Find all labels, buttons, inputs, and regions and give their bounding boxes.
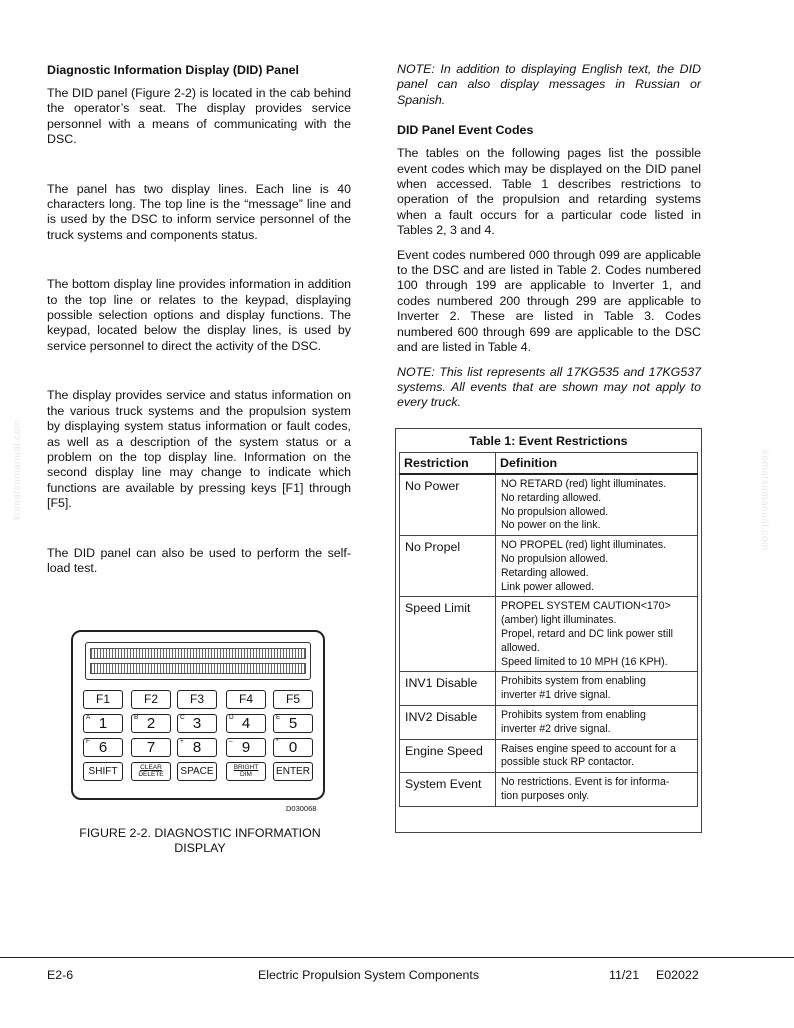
key-0: * 0 [273, 738, 313, 757]
key-6: F 6 [83, 738, 123, 757]
key-shift: SHIFT [83, 762, 123, 781]
did-paragraph-3: The bottom display line provides information in addition to the top line or relates to the keypad, displaying possible selection options and display functions. The keypad, located below the display lines, is used by service personnel to direct the activity of the DSC. [47, 277, 351, 353]
definition-cell [496, 536, 698, 597]
definition-line: possible stuck RP contactor. [501, 756, 634, 769]
definition-line: PROPEL SYSTEM CAUTION<170> [501, 600, 671, 613]
key-clear-delete: CLEAR DELETE [131, 762, 171, 781]
definition-line: Prohibits system from enabling [501, 708, 646, 721]
footer-page: E2-6 [47, 968, 74, 982]
definition-line: No power on the link. [501, 519, 601, 532]
definition-line: NO PROPEL (red) light illuminates. [501, 539, 667, 552]
definition-line: Speed limited to 10 MPH (16 KPH). [501, 655, 668, 668]
event-codes-paragraph-1: The tables on the following pages list the possible event codes which may be displayed on the DID panel when accessed. Table 1 describes restrictions to operation of the propulsion and retarding systems when a fault occurs for a particular code listed in Tables 2, 3 and 4. [397, 146, 701, 238]
event-restrictions-table [399, 432, 698, 807]
definition-cell [496, 773, 698, 807]
did-panel-heading: Diagnostic Information Display (DID) Panel [47, 63, 299, 77]
definition-line: No propulsion allowed. [501, 505, 609, 518]
did-paragraph-2: The panel has two display lines. Each line is 40 characters long. The top line is the “message” line and is used by the DSC to inform service personnel of the truck systems and components status. [47, 181, 351, 242]
restriction-cell: No Power [400, 474, 496, 536]
display-screen [85, 642, 311, 680]
note-languages: NOTE: In addition to displaying English text, the DID panel can also display messages in Russian or Spanish. [397, 62, 701, 107]
key-f4: F4 [226, 690, 266, 709]
table-body [400, 474, 698, 806]
table-row [400, 739, 698, 773]
key-f2: F2 [131, 690, 171, 709]
restriction-cell: No Propel [400, 536, 496, 597]
definition-line: Propel, retard and DC link power still [501, 627, 673, 640]
footer-title: Electric Propulsion System Components [258, 968, 480, 982]
definition-line: Link power allowed. [501, 580, 595, 593]
key-4: D 4 [226, 714, 266, 733]
definition-line: allowed. [501, 641, 540, 654]
left-column [47, 62, 351, 576]
table-row [400, 672, 698, 706]
table-row [400, 597, 698, 672]
definition-line: Raises engine speed to account for a [501, 742, 676, 755]
note-systems: NOTE: This list represents all 17KG535 and 17KG537 systems. All events that are shown may not apply to every truck. [397, 364, 701, 410]
watermark-right: komatsumanual.com [759, 450, 770, 551]
event-codes-heading: DID Panel Event Codes [397, 123, 534, 138]
restriction-cell: INV2 Disable [400, 705, 496, 739]
display-line-bottom [90, 663, 306, 674]
footer-doc: E02022 [656, 968, 699, 982]
key-f1: F1 [83, 690, 123, 709]
display-line-top [90, 648, 306, 659]
figure-code: D030068 [286, 804, 317, 813]
restriction-cell: System Event [400, 773, 496, 807]
key-9: – 9 [226, 738, 266, 757]
table-row [400, 536, 698, 597]
did-paragraph-4: The display provides service and status information on the various truck systems and the propulsion system by displaying system status information or fault codes, as well as a description of the system status or a problem on the top display line. Information on the second display line may change to indicate which functions are available by pressing keys [F1] through [F5]. [47, 388, 351, 511]
event-codes-paragraph-2: Event codes numbered 000 through 099 are applicable to the DSC and are listed in Table 2. Codes numbered 100 through 199 are applicable to Inverter 1, and codes numbered 200 through 299 are applicable to Inverter 2. These are listed in Table 3. Codes numbered 600 through 699 are applicable to the DSC and are listed in Table 4. [397, 247, 701, 355]
definition-line: inverter #2 drive signal. [501, 722, 611, 735]
event-restrictions-table-frame [395, 428, 702, 833]
did-paragraph-5: The DID panel can also be used to perform the self-load test. [47, 545, 351, 575]
footer-date: 11/21 [609, 968, 640, 982]
key-f3: F3 [177, 690, 217, 709]
watermark-left: komatsumanual.com [12, 419, 23, 520]
definition-cell [496, 739, 698, 773]
right-column [397, 62, 701, 411]
definition-line: No retarding allowed. [501, 491, 602, 504]
key-1: A 1 [83, 714, 123, 733]
col-definition-header: Definition [496, 453, 698, 475]
did-paragraph-1: The DID panel (Figure 2-2) is located in the cab behind the operator’s seat. The display provides service personnel with a means of communicating with the DSC. [47, 86, 351, 147]
key-8: + 8 [177, 738, 217, 757]
definition-line: tion purposes only. [501, 789, 590, 802]
table-row [400, 705, 698, 739]
key-5: E 5 [273, 714, 313, 733]
definition-line: NO RETARD (red) light illuminates. [501, 478, 667, 490]
definition-line: No propulsion allowed. [501, 552, 609, 565]
key-space: SPACE [177, 762, 217, 781]
table-title: Table 1: Event Restrictions [469, 434, 628, 448]
key-2: B 2 [131, 714, 171, 733]
col-restriction-header: Restriction [400, 453, 496, 475]
key-enter: ENTER [273, 762, 313, 781]
definition-line: Prohibits system from enabling [501, 675, 646, 688]
definition-cell [496, 705, 698, 739]
definition-cell [496, 474, 698, 536]
key-7: ' 7 [131, 738, 171, 757]
definition-line: No restrictions. Event is for informa- [501, 776, 670, 789]
definition-line: Retarding allowed. [501, 566, 589, 579]
table-row [400, 773, 698, 807]
definition-cell [496, 672, 698, 706]
restriction-cell: Speed Limit [400, 597, 496, 672]
key-f5: F5 [273, 690, 313, 709]
footer-rule [0, 957, 794, 958]
restriction-cell: INV1 Disable [400, 672, 496, 706]
table-row [400, 474, 698, 536]
figure-caption: FIGURE 2-2. DIAGNOSTIC INFORMATION DISPLAY [79, 826, 321, 855]
restriction-cell: Engine Speed [400, 739, 496, 773]
definition-cell [496, 597, 698, 672]
definition-line: inverter #1 drive signal. [501, 689, 611, 702]
key-bright-dim: BRIGHT DIM [226, 762, 266, 781]
key-3: C 3 [177, 714, 217, 733]
definition-line: (amber) light illuminates. [501, 614, 617, 627]
did-panel-illustration [71, 630, 325, 800]
